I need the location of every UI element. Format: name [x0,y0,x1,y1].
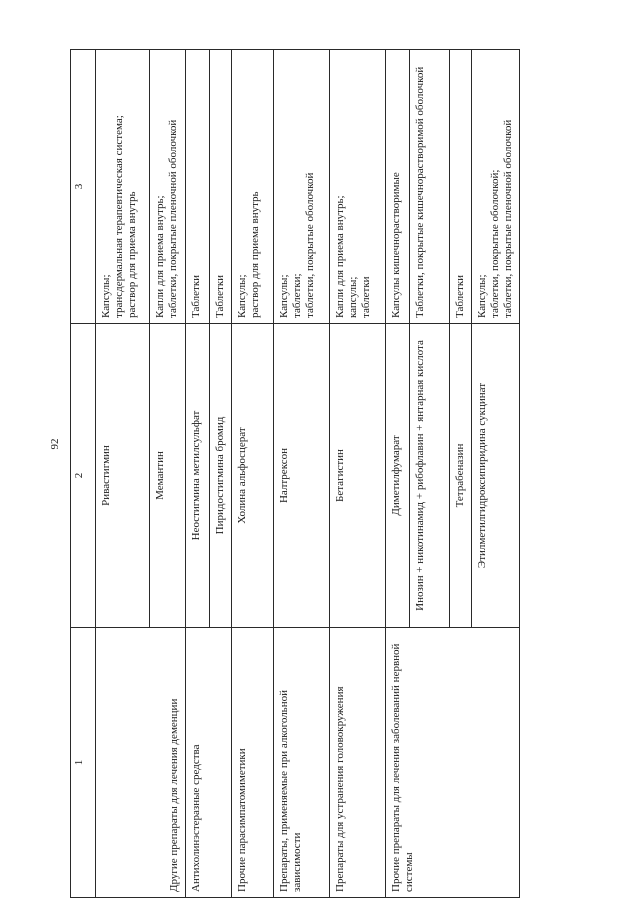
drug-cell: Налтрексон [274,324,330,628]
form-line: Таблетки [190,274,202,318]
forms-cell [274,50,330,324]
group-label: Препараты для устранения головокружения [334,686,346,892]
group-label: Антихолинэстеразные средства [190,744,202,892]
form-line: Капсулы; [476,274,488,318]
forms-cell [186,50,210,324]
group-label: Прочие препараты для лечения заболеваний нервной системы [390,643,415,892]
group-cell [330,628,386,898]
drug-cell: Бетагистин [330,324,386,628]
form-line: Капли для приема внутрь; [154,195,166,318]
forms-cell [386,50,410,324]
form-line: Капсулы кишечнорастворимые [390,172,402,318]
header-col-3: 3 [71,50,96,324]
group-label: Прочие парасимпатомиметики [236,748,248,892]
drug-cell: Тетрабеназин [450,324,472,628]
drug-cell: Неостигмина метилсульфат [186,324,210,628]
form-line: таблетки; [291,273,303,318]
forms-cell [210,50,232,324]
rotated-content [70,50,522,898]
drug-cell: Мемантин [150,324,186,628]
form-line: таблетки, покрытые пленочной оболочкой [502,119,514,318]
table-row [96,50,150,898]
group-cell [186,628,232,898]
form-line: трансдермальная терапевтическая система; [113,115,125,318]
drug-cell: Инозин + никотинамид + рибофлавин + янтарная кислота [410,324,450,628]
form-line: Капсулы; [278,274,290,318]
drug-cell: Этилметилгидроксипиридина сукцинат [472,324,520,628]
table-row [274,50,330,898]
form-line: капсулы; [347,276,359,318]
form-line: раствор для приема внутрь [249,191,261,318]
form-line: таблетки, покрытые оболочкой; [489,169,501,318]
drug-table [70,49,520,898]
table-row [232,50,274,898]
form-line: Таблетки [214,274,226,318]
group-cell [274,628,330,898]
group-cell [232,628,274,898]
form-line: Капсулы; [236,274,248,318]
form-line: Капли для приема внутрь; [334,195,346,318]
forms-cell [150,50,186,324]
group-label: Другие препараты для лечения деменции [168,698,180,892]
group-cell [386,628,520,898]
form-line: Таблетки, покрытые кишечнорастворимой оболочкой [414,66,426,318]
table-row [386,50,410,898]
forms-cell [330,50,386,324]
drug-cell: Холина альфосцерат [232,324,274,628]
table-header-row [71,50,96,898]
forms-cell [96,50,150,324]
group-cell [96,628,186,898]
forms-cell [232,50,274,324]
form-line: Капсулы; [100,274,112,318]
forms-cell [450,50,472,324]
header-col-2: 2 [71,324,96,628]
header-col-1: 1 [71,628,96,898]
form-line: таблетки, покрытые оболочкой [304,172,316,318]
form-line: Таблетки [454,274,466,318]
rotated-page [70,50,522,898]
table-row [186,50,210,898]
drug-cell: Ривастигмин [96,324,150,628]
form-line: таблетки, покрытые пленочной оболочкой [167,119,179,318]
form-line: раствор для приема внутрь [126,191,138,318]
forms-cell [410,50,450,324]
table-row [330,50,386,898]
group-label: Препараты, применяемые при алкогольной зависимости [278,690,303,892]
page-number: 92 [49,438,61,450]
forms-cell [472,50,520,324]
drug-cell: Диметилфумарат [386,324,410,628]
drug-cell: Пиридостигмина бромид [210,324,232,628]
form-line: таблетки [360,276,372,318]
